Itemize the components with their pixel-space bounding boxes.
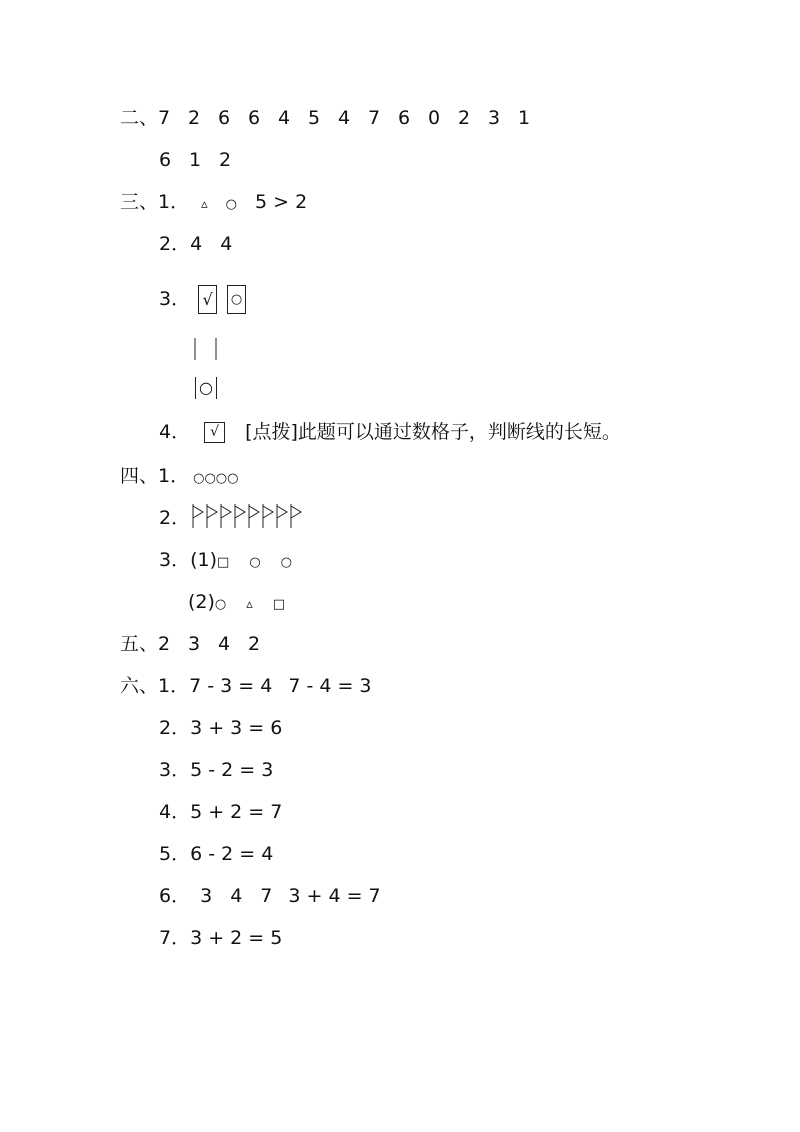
number-value: 0: [428, 107, 441, 129]
flag-icon: [291, 504, 301, 528]
q-number: 2．: [159, 717, 191, 739]
q-number: 5．: [159, 843, 191, 865]
section-6-q1: [120, 674, 372, 698]
equation: 3 + 2 = 5: [190, 927, 283, 949]
section-2-values-2: [159, 149, 249, 171]
section-5-label: 五、: [120, 633, 159, 655]
number-value: 3: [188, 633, 201, 655]
section-4-q2: [159, 506, 190, 530]
circle-icon: ○: [280, 555, 292, 570]
triangle-icon: ▵: [246, 597, 253, 612]
check-box: √: [204, 422, 225, 443]
q-number: 4．: [159, 421, 191, 443]
section-3-label: 三、: [120, 191, 159, 213]
circle-box: ○: [227, 285, 246, 314]
number-value: 2: [219, 149, 232, 171]
section-3-q4: [159, 420, 621, 444]
square-icon: □: [217, 555, 230, 570]
circle-icon: ○: [249, 555, 261, 570]
q-number: 2．: [159, 233, 191, 255]
number-value: 4: [338, 107, 351, 129]
flag-icon: [263, 504, 273, 528]
equation: 7 - 4 = 3: [288, 675, 372, 697]
circles: ○○○○: [193, 471, 239, 486]
section-6-q4: [159, 800, 282, 824]
q-number: 1．: [158, 191, 190, 213]
answer: 4: [220, 233, 233, 255]
number-value: 6: [218, 107, 231, 129]
square-icon: □: [272, 597, 286, 612]
q-number: 4．: [159, 801, 191, 823]
answer: 4: [190, 233, 203, 255]
flag-row: [190, 502, 310, 530]
section-5: [120, 632, 278, 656]
number-value: 4: [278, 107, 291, 129]
section-6-q2: [159, 716, 282, 740]
number-value: 6: [398, 107, 411, 129]
number-value: 6: [159, 149, 172, 171]
equation: 3 + 3 = 6: [190, 717, 283, 739]
answer: 4: [230, 885, 243, 907]
tip-text: [点拨]此题可以通过数格子，判断线的长短。: [245, 421, 621, 443]
circle-icon: ○: [225, 197, 237, 212]
flag-icon: [221, 504, 231, 528]
flag-icon: [193, 504, 203, 528]
part-label: (1): [190, 549, 218, 571]
section-3-q3: [159, 285, 246, 314]
number-value: 4: [218, 633, 231, 655]
section-5-values: [158, 633, 278, 655]
equation: 5 + 2 = 7: [190, 801, 283, 823]
section-4-q3-1: [159, 548, 292, 575]
comparison: 5 > 2: [254, 191, 308, 213]
section-2-values: [158, 107, 548, 129]
section-4-q3-2: [188, 590, 285, 617]
section-4-q1: [120, 464, 238, 491]
number-value: 1: [189, 149, 202, 171]
number-value: 2: [188, 107, 201, 129]
flag-icon: [249, 504, 259, 528]
equation: 7 - 3 = 4: [189, 675, 273, 697]
section-6-q7: [159, 926, 282, 950]
check-box: √: [198, 285, 217, 314]
number-value: 2: [458, 107, 471, 129]
answer: 3: [200, 885, 213, 907]
circle-box-large: ○: [195, 377, 217, 399]
q-number: 3．: [159, 759, 191, 781]
section-6-q3: [159, 758, 273, 782]
number-value: 1: [518, 107, 531, 129]
section-3-q3-box: [195, 375, 217, 399]
number-value: 3: [488, 107, 501, 129]
section-6-label: 六、: [120, 675, 159, 697]
q-number: 3．: [159, 288, 191, 310]
q-number: 3．: [159, 549, 191, 571]
number-value: 6: [248, 107, 261, 129]
q-number: 1．: [158, 465, 190, 487]
number-value: 2: [158, 633, 171, 655]
q-number: 1．: [158, 675, 190, 697]
section-2-row-1: [120, 106, 548, 130]
answer: 7: [260, 885, 273, 907]
q-number: 6．: [159, 885, 191, 907]
circle-icon: ○: [214, 597, 227, 612]
flag-icon: [277, 504, 287, 528]
equation: 6 - 2 = 4: [190, 843, 274, 865]
q-number: 2．: [159, 507, 191, 529]
number-value: 7: [368, 107, 381, 129]
section-6-q5: [159, 842, 273, 866]
number-value: 5: [308, 107, 321, 129]
number-value: 2: [248, 633, 261, 655]
equation: 5 - 2 = 3: [190, 759, 274, 781]
part-label: (2): [188, 591, 215, 613]
section-3-q2: [159, 232, 232, 256]
flag-icon: [207, 504, 217, 528]
section-2-row-2: [159, 148, 249, 172]
bar-marks: [190, 336, 230, 362]
equation: 3 + 4 = 7: [288, 885, 381, 907]
number-value: 7: [158, 107, 171, 129]
section-6-q6: [159, 884, 381, 908]
triangle-icon: ▵: [201, 197, 208, 212]
section-2-label: 二、: [120, 107, 159, 129]
q-number: 7．: [159, 927, 191, 949]
flag-icon: [235, 504, 245, 528]
section-4-label: 四、: [120, 465, 159, 487]
section-3-q1: [120, 190, 307, 217]
